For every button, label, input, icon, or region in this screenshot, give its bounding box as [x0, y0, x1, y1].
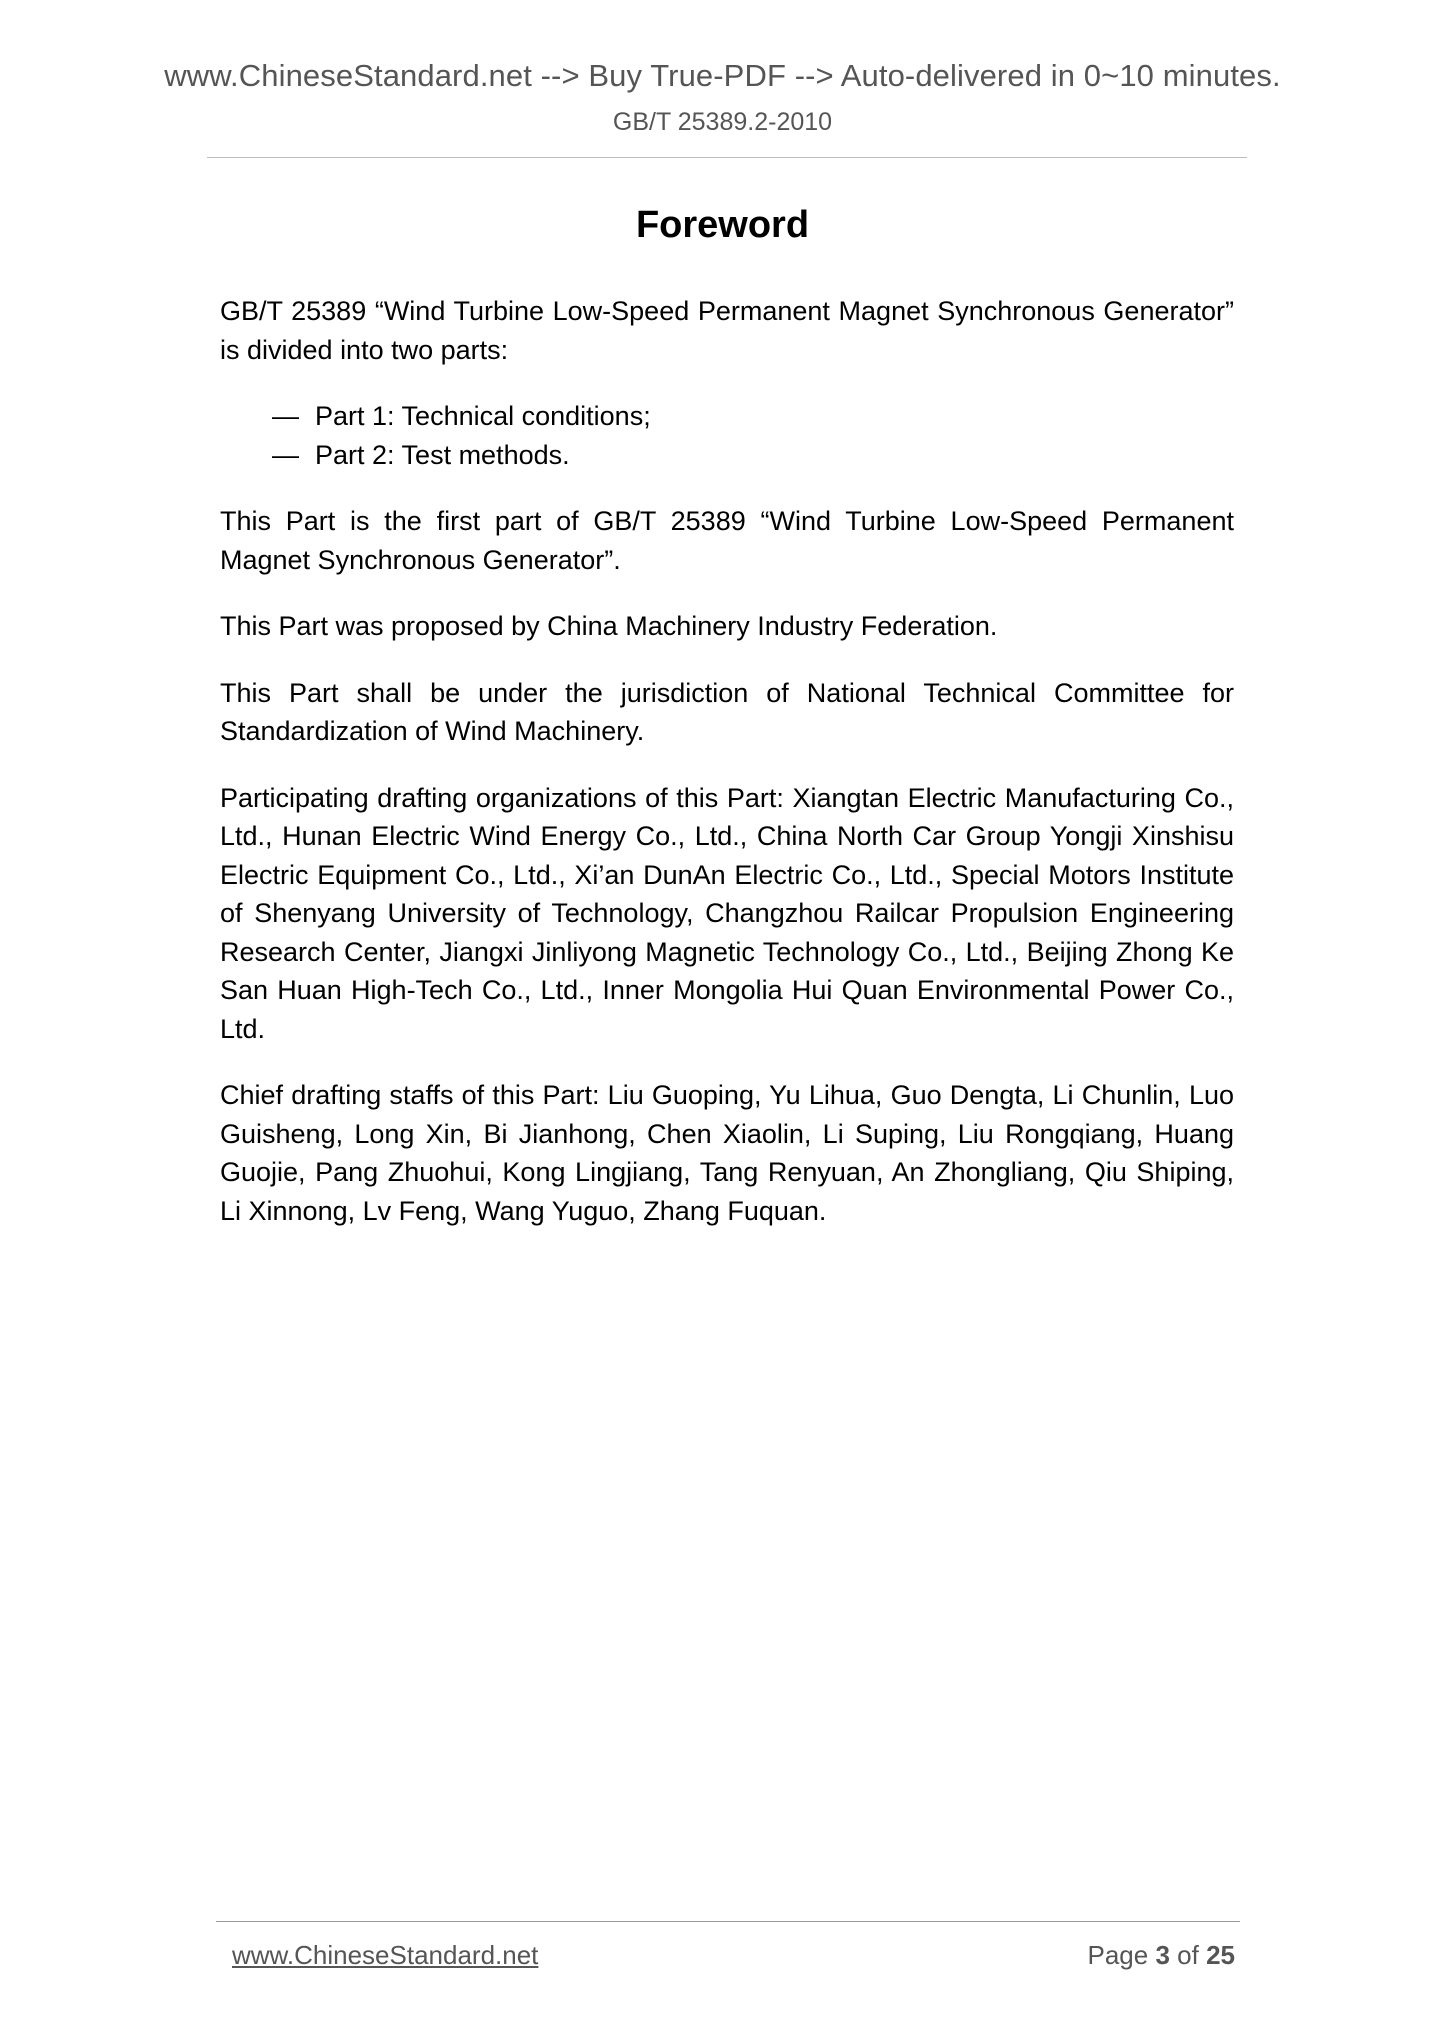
- page-current: 3: [1155, 1940, 1170, 1970]
- list-item-text: Part 1: Technical conditions;: [315, 401, 651, 431]
- page-of: of: [1177, 1940, 1199, 1970]
- list-item: [272, 436, 1234, 475]
- header-divider: [207, 157, 1247, 158]
- page-title: Foreword: [635, 204, 810, 246]
- parts-list: [220, 397, 1234, 474]
- page-number: [1087, 1940, 1235, 1971]
- list-item: [272, 397, 1234, 436]
- header-banner-link[interactable]: www.ChineseStandard.net --> Buy True-PDF --> Auto-delivered in 0~10 minutes.: [164, 58, 1281, 93]
- document-code: GB/T 25389.2-2010: [612, 108, 833, 136]
- footer-divider: [216, 1921, 1240, 1922]
- page-total: 25: [1206, 1940, 1235, 1970]
- footer-website-link[interactable]: www.ChineseStandard.net: [232, 1940, 539, 1970]
- paragraph-proposed-by: This Part was proposed by China Machinery Industry Federation.: [220, 611, 998, 641]
- dash-bullet: —: [272, 439, 299, 470]
- page-label: Page: [1087, 1940, 1149, 1970]
- paragraph-parts-intro: GB/T 25389 “Wind Turbine Low-Speed Permanent Magnet Synchronous Generator” is divided into two parts:: [220, 296, 1234, 365]
- document-body: [220, 292, 1234, 1258]
- list-item-text: Part 2: Test methods.: [315, 439, 570, 470]
- paragraph-drafting-organizations: Participating drafting organizations of this Part: Xiangtan Electric Manufacturing Co., Ltd., Hunan Electric Wind Energy Co., Ltd., China North Car Group Yongji Xinshisu Electric Equipment Co., Ltd., Xi’an DunAn Electric Co., Ltd., Special Motors Institute of Shenyang University of Technology, Changzhou Railcar Propulsion Engineering Research Center, Jiangxi Jinliyong Magnetic Technology Co., Ltd., Beijing Zhong Ke San Huan High-Tech Co., Ltd., Inner Mongolia Hui Quan Environmental Power Co., Ltd.: [220, 782, 1234, 1044]
- paragraph-jurisdiction: This Part shall be under the jurisdiction of National Technical Committee for Standardization of Wind Machinery.: [220, 677, 1234, 746]
- paragraph-drafting-staff: Chief drafting staffs of this Part: Liu Guoping, Yu Lihua, Guo Dengta, Li Chunlin, Luo Guisheng, Long Xin, Bi Jianhong, Chen Xiaolin, Li Suping, Liu Rongqiang, Huang Guojie, Pang Zhuohui, Kong Lingjiang, Tang Renyuan, An Zhongliang, Qiu Shiping, Li Xinnong, Lv Feng, Wang Yuguo, Zhang Fuquan.: [220, 1080, 1234, 1226]
- dash-bullet: —: [272, 401, 299, 431]
- paragraph-first-part: This Part is the first part of GB/T 25389 “Wind Turbine Low-Speed Permanent Magnet Synchronous Generator”.: [220, 506, 1234, 575]
